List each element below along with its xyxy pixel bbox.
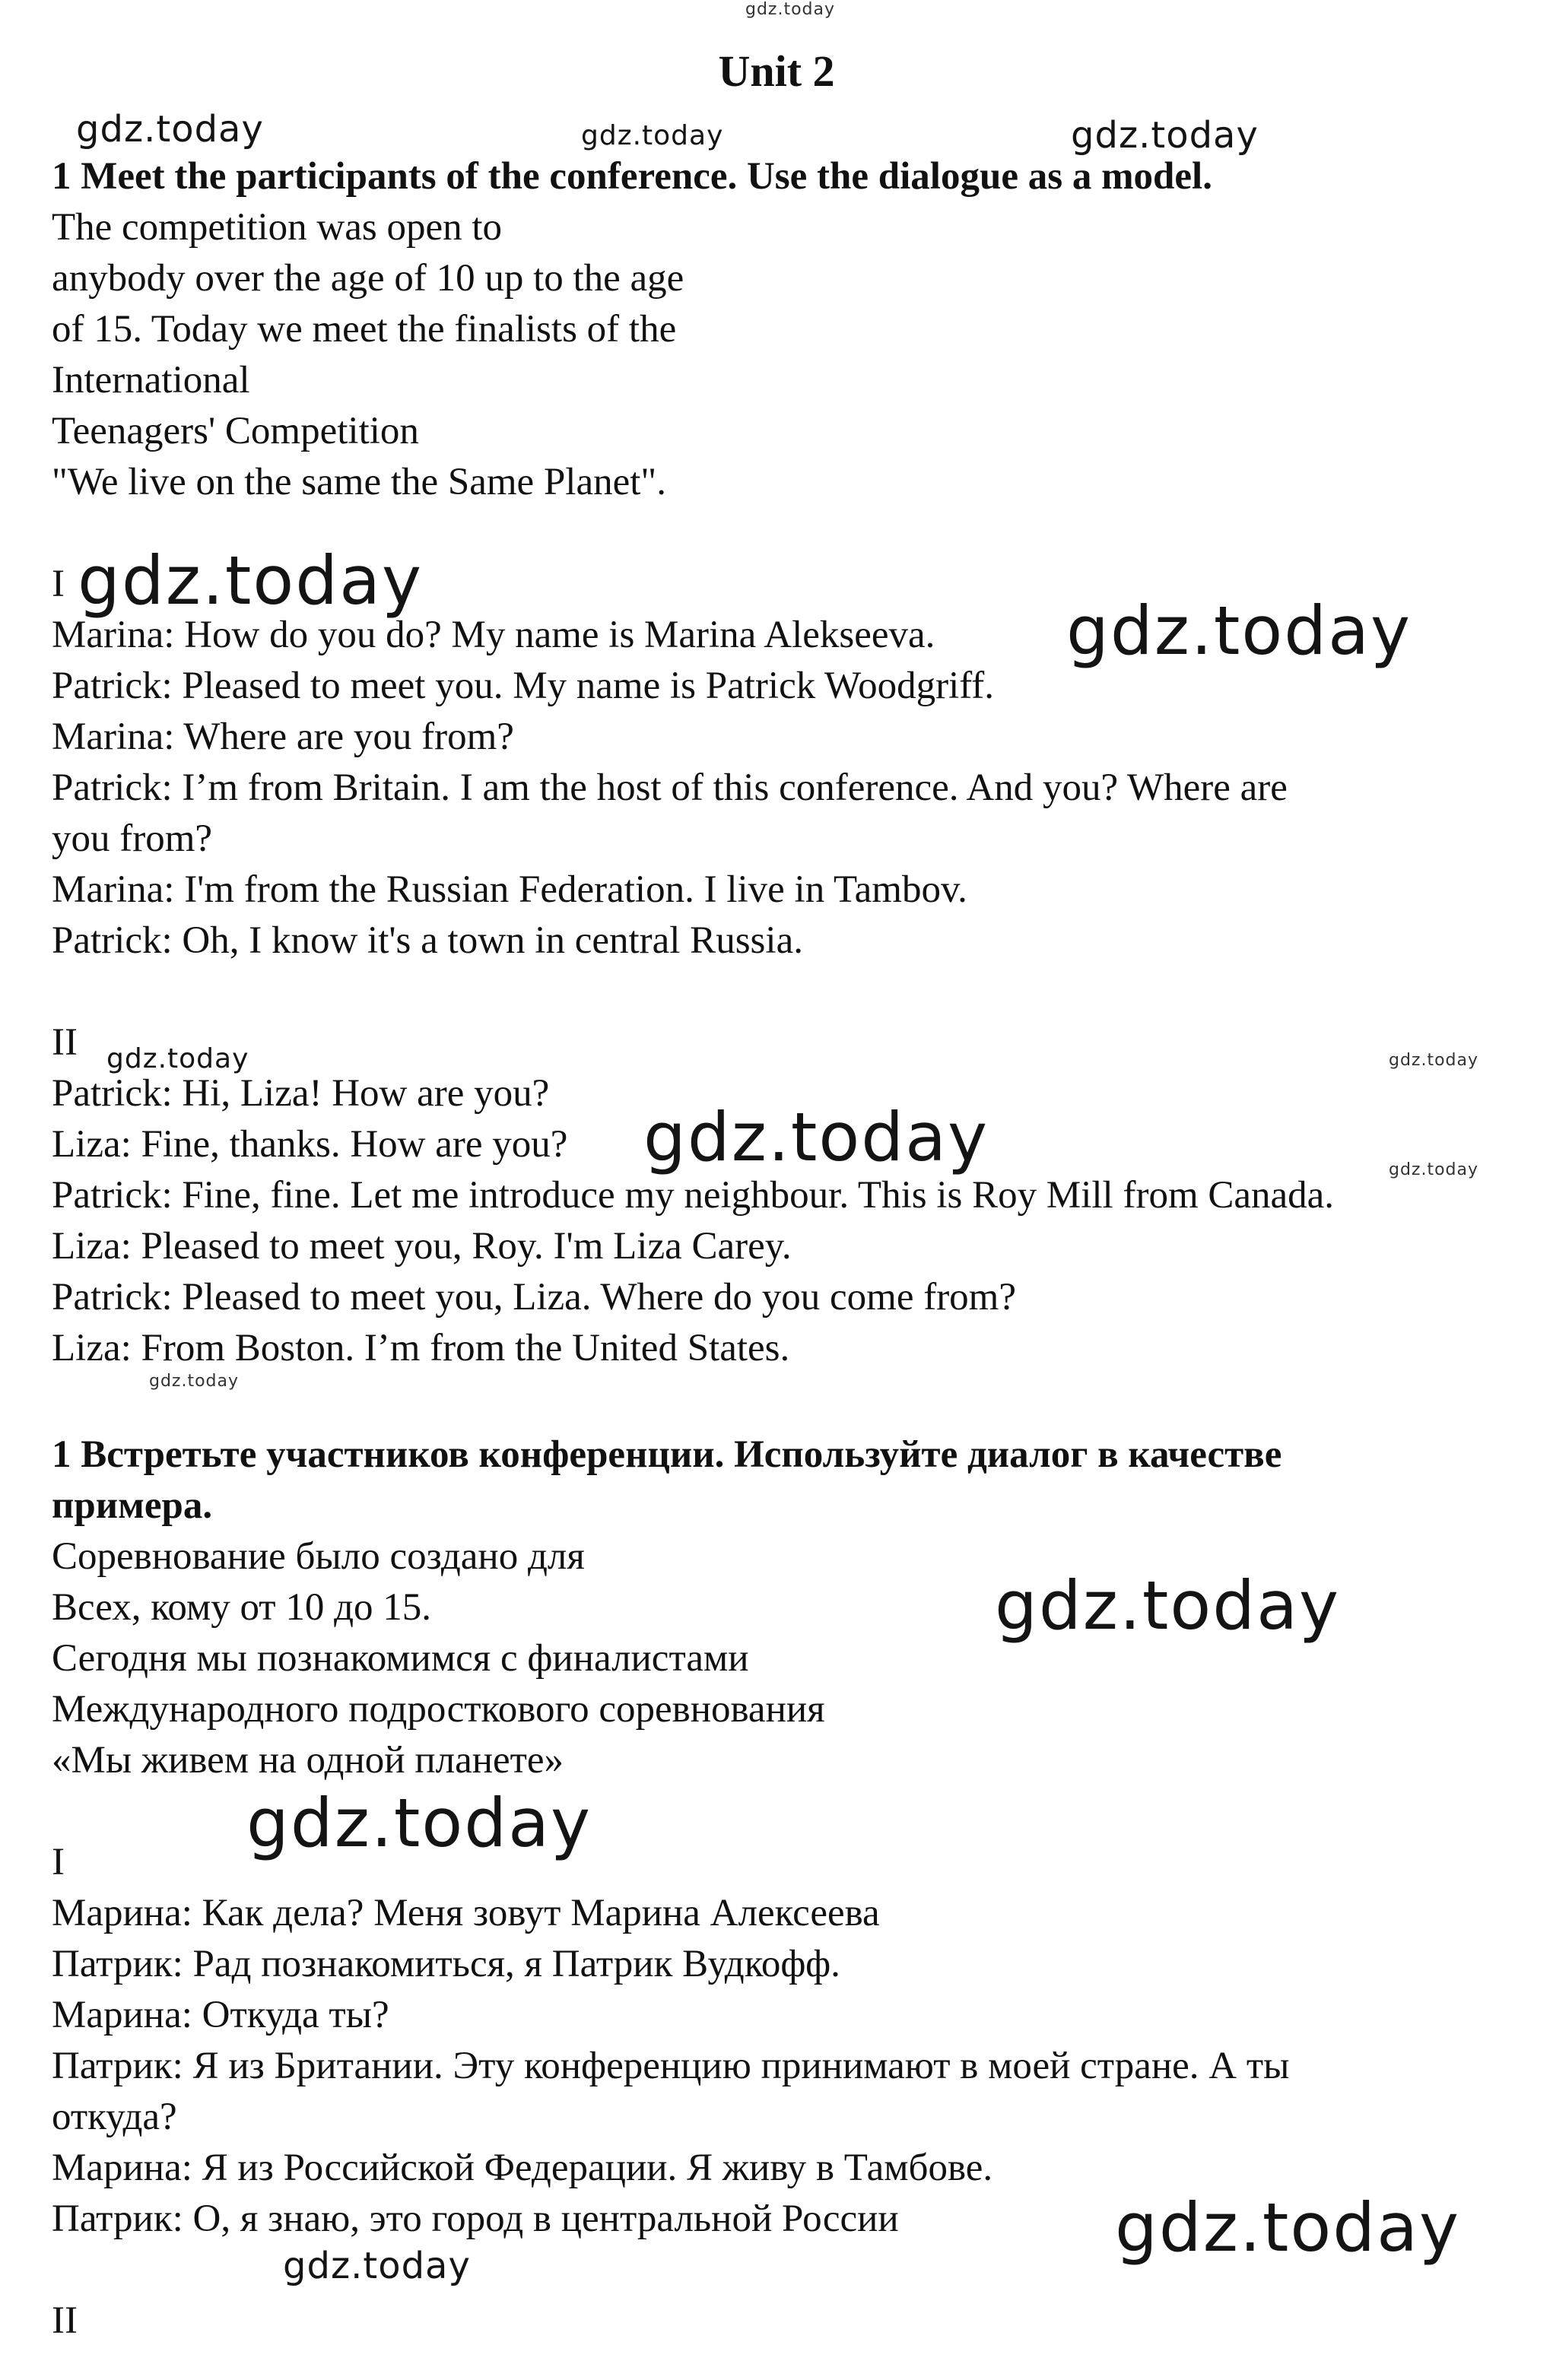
watermark: gdz.today	[1115, 2188, 1461, 2267]
watermark: gdz.today	[78, 541, 424, 620]
dialogue-line-en: you from?	[52, 817, 213, 860]
watermark: gdz.today	[149, 1372, 240, 1391]
page-title: Unit 2	[718, 46, 835, 96]
intro-line-ru: Сегодня мы познакомимся с финалистами	[52, 1637, 749, 1680]
dialogue-line-ru: Марина: Как дела? Меня зовут Марина Алексеева	[52, 1892, 880, 1934]
dialogue-line-en: Liza: From Boston. I’m from the United States.	[52, 1327, 790, 1369]
task-heading-ru: 1 Встретьте участников конференции. Используйте диалог в качестве	[52, 1433, 1282, 1476]
intro-line-en: "We live on the same the Same Planet".	[52, 461, 666, 503]
dialogue-line-en: Patrick: Fine, fine. Let me introduce my neighbour. This is Roy Mill from Canada.	[52, 1174, 1335, 1217]
dialogue-line-en: Patrick: Pleased to meet you, Liza. Where do you come from?	[52, 1276, 1016, 1319]
task-heading-en: 1 Meet the participants of the conference. Use the dialogue as a model.	[52, 155, 1212, 198]
dialogue-line-en: Marina: Where are you from?	[52, 716, 514, 758]
task-heading-ru: примера.	[52, 1484, 213, 1527]
intro-line-en: The competition was open to	[52, 206, 503, 249]
watermark: gdz.today	[995, 1566, 1341, 1645]
dialogue-line-ru: Патрик: Я из Британии. Эту конференцию принимают в моей стране. А ты	[52, 2045, 1290, 2087]
dialogue-line-ru: откуда?	[52, 2096, 177, 2138]
watermark: gdz.today	[1389, 1160, 1479, 1179]
intro-line-en: of 15. Today we meet the finalists of the	[52, 308, 677, 351]
intro-line-en: Teenagers' Competition	[52, 410, 419, 452]
dialogue-line-ru: Марина: Откуда ты?	[52, 1994, 389, 2036]
watermark: gdz.today	[1389, 1051, 1479, 1070]
intro-line-ru: Международного подросткового соревнования	[52, 1688, 825, 1731]
dialogue-line-ru: Патрик: О, я знаю, это город в центральной России	[52, 2198, 899, 2240]
intro-line-en: anybody over the age of 10 up to the age	[52, 257, 684, 300]
dialogue-line-en: Liza: Fine, thanks. How are you?	[52, 1123, 568, 1166]
dialogue-line-en: Marina: How do you do? My name is Marina Alekseeva.	[52, 614, 935, 656]
dialogue-line-ru: Марина: Я из Российской Федерации. Я живу в Тамбове.	[52, 2147, 993, 2189]
dialogue-line-en: Patrick: Oh, I know it's a town in central Russia.	[52, 919, 803, 962]
dialogue-line-en: Patrick: I’m from Britain. I am the host of this conference. And you? Where are	[52, 766, 1288, 809]
watermark: gdz.today	[1071, 114, 1259, 157]
dialogue-label-ru-1: I	[52, 1841, 65, 1883]
watermark: gdz.today	[106, 1043, 249, 1074]
intro-line-en: International	[52, 359, 250, 401]
dialogue-label-en-1: I	[52, 563, 65, 605]
watermark: gdz.today	[643, 1098, 989, 1176]
dialogue-line-en: Liza: Pleased to meet you, Roy. I'm Liza Carey.	[52, 1225, 792, 1268]
dialogue-line-en: Marina: I'm from the Russian Federation. I live in Tambov.	[52, 868, 967, 911]
watermark: gdz.today	[246, 1784, 592, 1862]
intro-line-ru: Соревнование было создано для	[52, 1535, 585, 1578]
watermark: gdz.today	[1066, 592, 1412, 670]
dialogue-line-ru: Патрик: Рад познакомиться, я Патрик Вудкофф.	[52, 1943, 840, 1985]
dialogue-line-en: Patrick: Pleased to meet you. My name is Patrick Woodgriff.	[52, 665, 995, 707]
watermark: gdz.today	[283, 2245, 471, 2287]
dialogue-line-en: Patrick: Hi, Liza! How are you?	[52, 1072, 550, 1115]
intro-line-ru: Всех, кому от 10 до 15.	[52, 1586, 432, 1629]
watermark: gdz.today	[745, 0, 836, 19]
intro-line-ru: «Мы живем на одной планете»	[52, 1739, 564, 1782]
dialogue-label-ru-2: II	[52, 2299, 78, 2342]
dialogue-label-en-2: II	[52, 1021, 78, 1064]
watermark: gdz.today	[581, 120, 724, 151]
watermark: gdz.today	[76, 108, 264, 151]
